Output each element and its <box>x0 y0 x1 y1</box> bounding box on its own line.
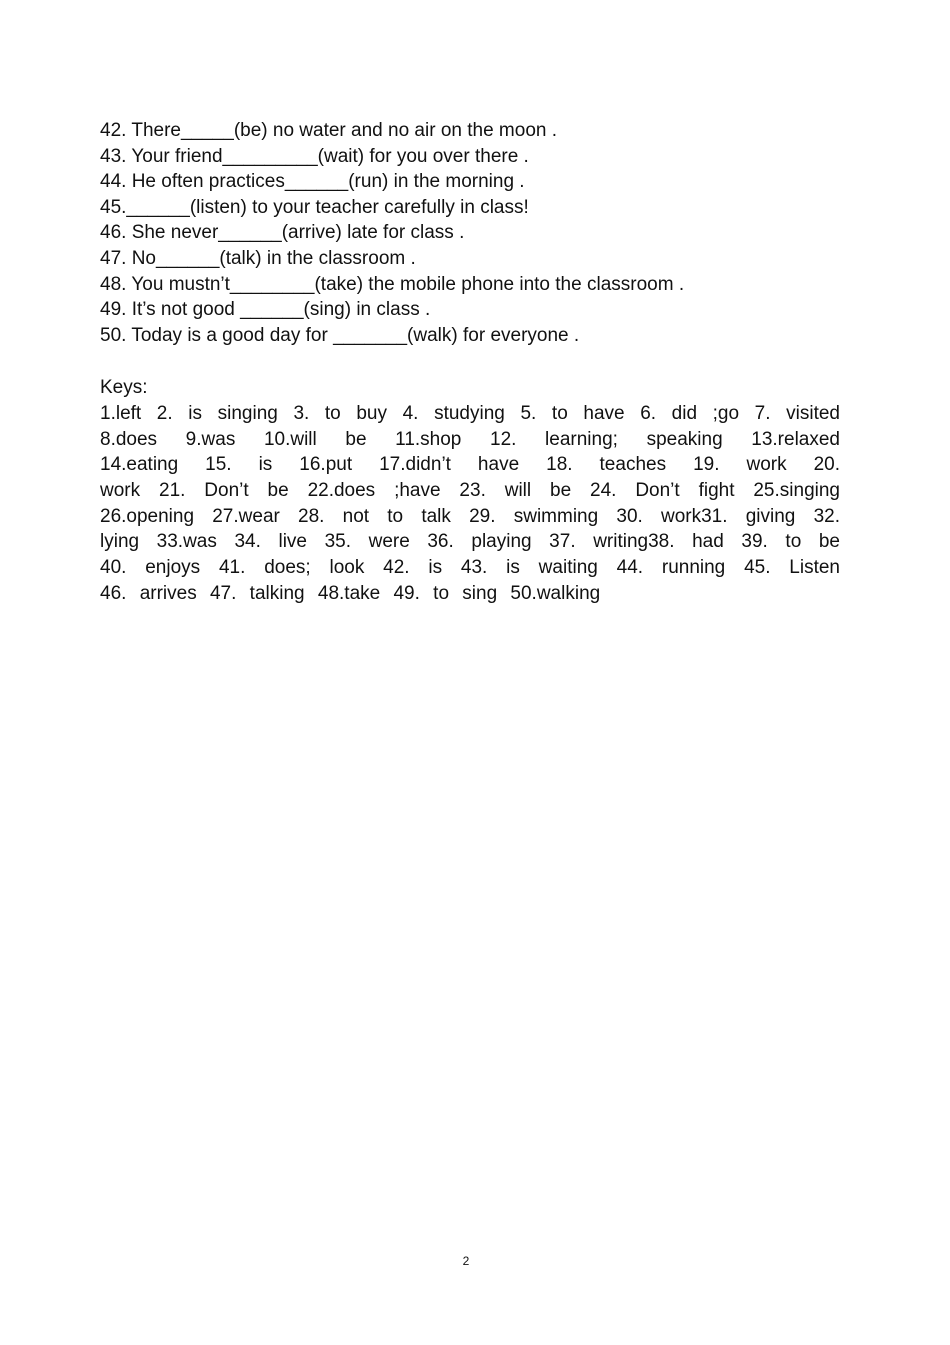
question-46: 46. She never______(arrive) late for class . <box>100 222 465 244</box>
answer-keys <box>100 401 840 607</box>
keys-line: 40. enjoys 41. does; look 42. is 43. is waiting 44. running 45. Listen <box>100 557 840 579</box>
keys-line: 14.eating 15. is 16.put 17.didn’t have 18. teaches 19. work 20. <box>100 454 840 476</box>
question-50: 50. Today is a good day for _______(walk) for everyone . <box>100 324 580 346</box>
question-44: 44. He often practices______(run) in the morning . <box>100 171 525 193</box>
question-45: 45.______(listen) to your teacher carefully in class! <box>100 196 529 218</box>
exercise-questions <box>100 118 840 348</box>
keys-line: 26.opening 27.wear 28. not to talk 29. swimming 30. work31. giving 32. <box>100 505 840 527</box>
question-49: 49. It’s not good ______(sing) in class . <box>100 299 431 321</box>
keys-line: 46. arrives 47. talking 48.take 49. to sing 50.walking <box>100 582 601 604</box>
keys-line: work 21. Don’t be 22.does ;have 23. will be 24. Don’t fight 25.singing <box>100 480 840 502</box>
keys-line: 1.left 2. is singing 3. to buy 4. studying 5. to have 6. did ;go 7. visited <box>100 403 840 424</box>
question-47: 47. No______(talk) in the classroom . <box>100 247 416 269</box>
page-number: 2 <box>462 1254 470 1268</box>
question-43: 43. Your friend_________(wait) for you over there . <box>100 145 529 167</box>
keys-line: lying 33.was 34. live 35. were 36. playing 37. writing38. had 39. to be <box>100 531 840 553</box>
question-48: 48. You mustn’t________(take) the mobile phone into the classroom . <box>100 273 685 295</box>
keys-line: 8.does 9.was 10.will be 11.shop 12. learning; speaking 13.relaxed <box>100 428 840 450</box>
question-42: 42. There_____(be) no water and no air on the moon . <box>100 120 558 141</box>
keys-heading: Keys: <box>100 377 148 398</box>
